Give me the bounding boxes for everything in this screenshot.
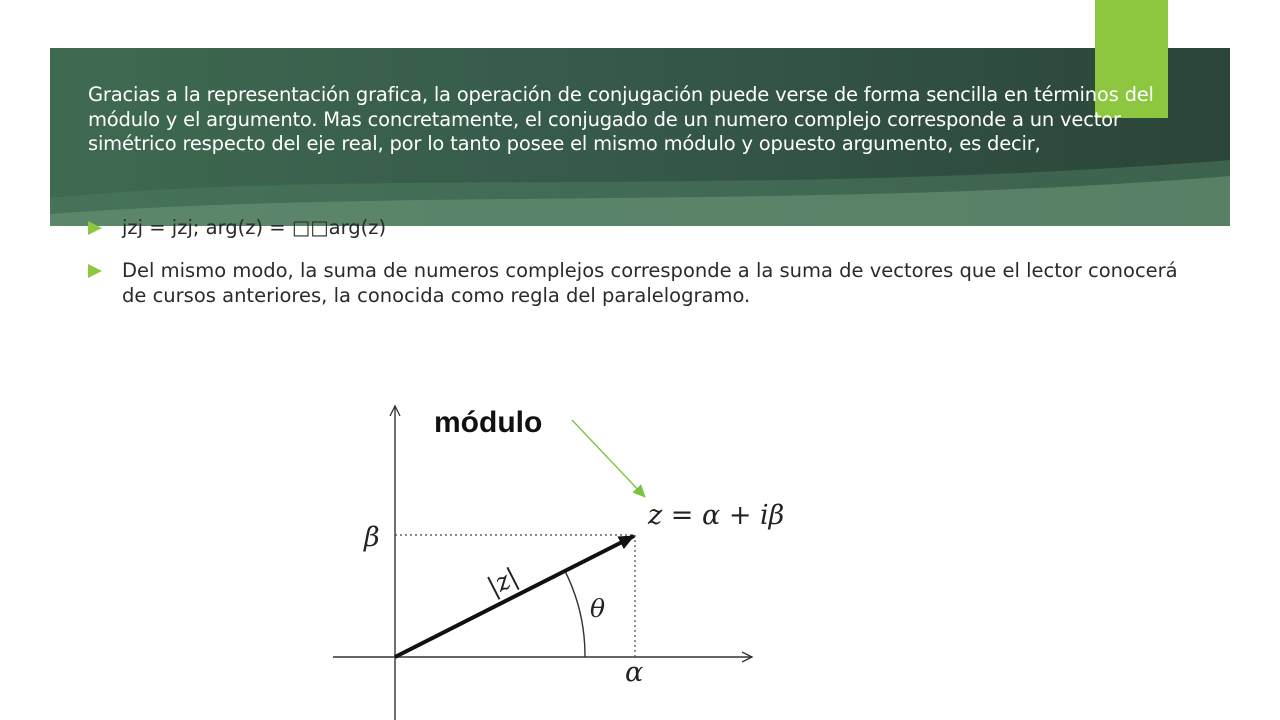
bullet-text: Del mismo modo, la suma de numeros complejos corresponde a la suma de vectores que el lector conocerá de cursos anteriores, la conocida como regla del paralelogramo. [122,259,1178,307]
theta-arc [565,571,585,657]
point-label: z = α + iβ [648,500,785,531]
bullet-text: jzj = jzj; arg(z) = □□arg(z) [122,216,387,239]
modulo-label: módulo [434,406,543,439]
intro-paragraph: Gracias a la representación grafica, la operación de conjugación puede verse de forma sencilla en términos del módulo y el argumento. Mas concretamente, el conjugado de un numero complejo corresponde a un vector simétrico respecto del eje real, por lo tanto posee el mismo módulo y opuesto argumento, es decir, [88,83,1154,155]
modulus-label: |z| [482,561,523,602]
callout-arrow [572,420,645,497]
theta-label: θ [590,594,606,623]
alpha-label: α [625,657,644,688]
beta-label: β [364,522,380,553]
